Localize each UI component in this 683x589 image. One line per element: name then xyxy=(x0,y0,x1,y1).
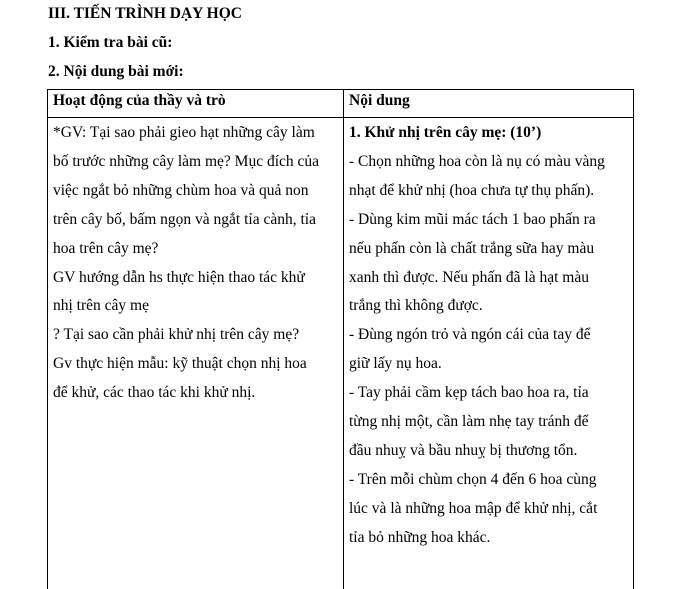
subsection-review-title: 1. Kiểm tra bài cũ: xyxy=(48,33,172,53)
activity-line: GV hướng dẫn hs thực hiện thao tác khử xyxy=(53,264,338,293)
content-line: nếu phấn còn là chất trắng sữa hay màu xyxy=(349,235,628,264)
activity-line: *GV: Tại sao phải gieo hạt những cây làm xyxy=(53,119,338,148)
activity-line: việc ngắt bỏ những chùm hoa và quả non xyxy=(53,177,338,206)
content-line: - Trên mỗi chùm chọn 4 đến 6 hoa cùng xyxy=(349,466,628,495)
content-line: - Đùng ngón trỏ và ngón cái của tay để xyxy=(349,321,628,350)
content-line: - Dùng kim mũi mác tách 1 bao phấn ra xyxy=(349,206,628,235)
content-line: lúc và là những hoa mập để khử nhị, cắt xyxy=(349,495,628,524)
activity-line: để khử, các thao tác khi khử nhị. xyxy=(53,379,338,408)
activity-line: trên cây bố, bấm ngọn và ngắt tỉa cành, tỉa xyxy=(53,206,338,235)
content-line: tỉa bỏ những hoa khác. xyxy=(349,524,628,553)
content-line: từng nhị một, cần làm nhẹ tay tránh để xyxy=(349,408,628,437)
lesson-table xyxy=(47,89,634,589)
activity-line: hoa trên cây mẹ? xyxy=(53,235,338,264)
header-content: Nội dung xyxy=(344,90,634,118)
content-line: nhạt để khử nhị (hoa chưa tự thụ phấn). xyxy=(349,177,628,206)
table-row xyxy=(48,118,634,589)
content-line: xanh thì được. Nếu phấn đã là hạt màu xyxy=(349,264,628,293)
content-cell xyxy=(344,118,634,589)
content-title: 1. Khử nhị trên cây mẹ: (10’) xyxy=(349,119,628,148)
content-line: giữ lấy nụ hoa. xyxy=(349,350,628,379)
content-line: trắng thì không được. xyxy=(349,292,628,321)
activities-cell xyxy=(48,118,344,589)
activity-line: Gv thực hiện mẫu: kỹ thuật chọn nhị hoa xyxy=(53,350,338,379)
activity-line: nhị trên cây mẹ xyxy=(53,292,338,321)
content-line: - Tay phải cầm kẹp tách bao hoa ra, tỉa xyxy=(349,379,628,408)
header-teacher-student-activities: Hoạt động của thầy và trò xyxy=(48,90,344,118)
activity-line: bố trước những cây làm mẹ? Mục đích của xyxy=(53,148,338,177)
table-header-row xyxy=(48,90,634,118)
section-title: III. TIẾN TRÌNH DẠY HỌC xyxy=(48,4,242,24)
subsection-new-content-title: 2. Nội dung bài mới: xyxy=(48,62,184,82)
content-text xyxy=(349,118,628,589)
activities-text xyxy=(53,118,338,589)
content-line: đầu nhuỵ và bầu nhuỵ bị thương tổn. xyxy=(349,437,628,466)
activity-line: ? Tại sao cần phải khử nhị trên cây mẹ? xyxy=(53,321,338,350)
content-line: - Chọn những hoa còn là nụ có màu vàng xyxy=(349,148,628,177)
